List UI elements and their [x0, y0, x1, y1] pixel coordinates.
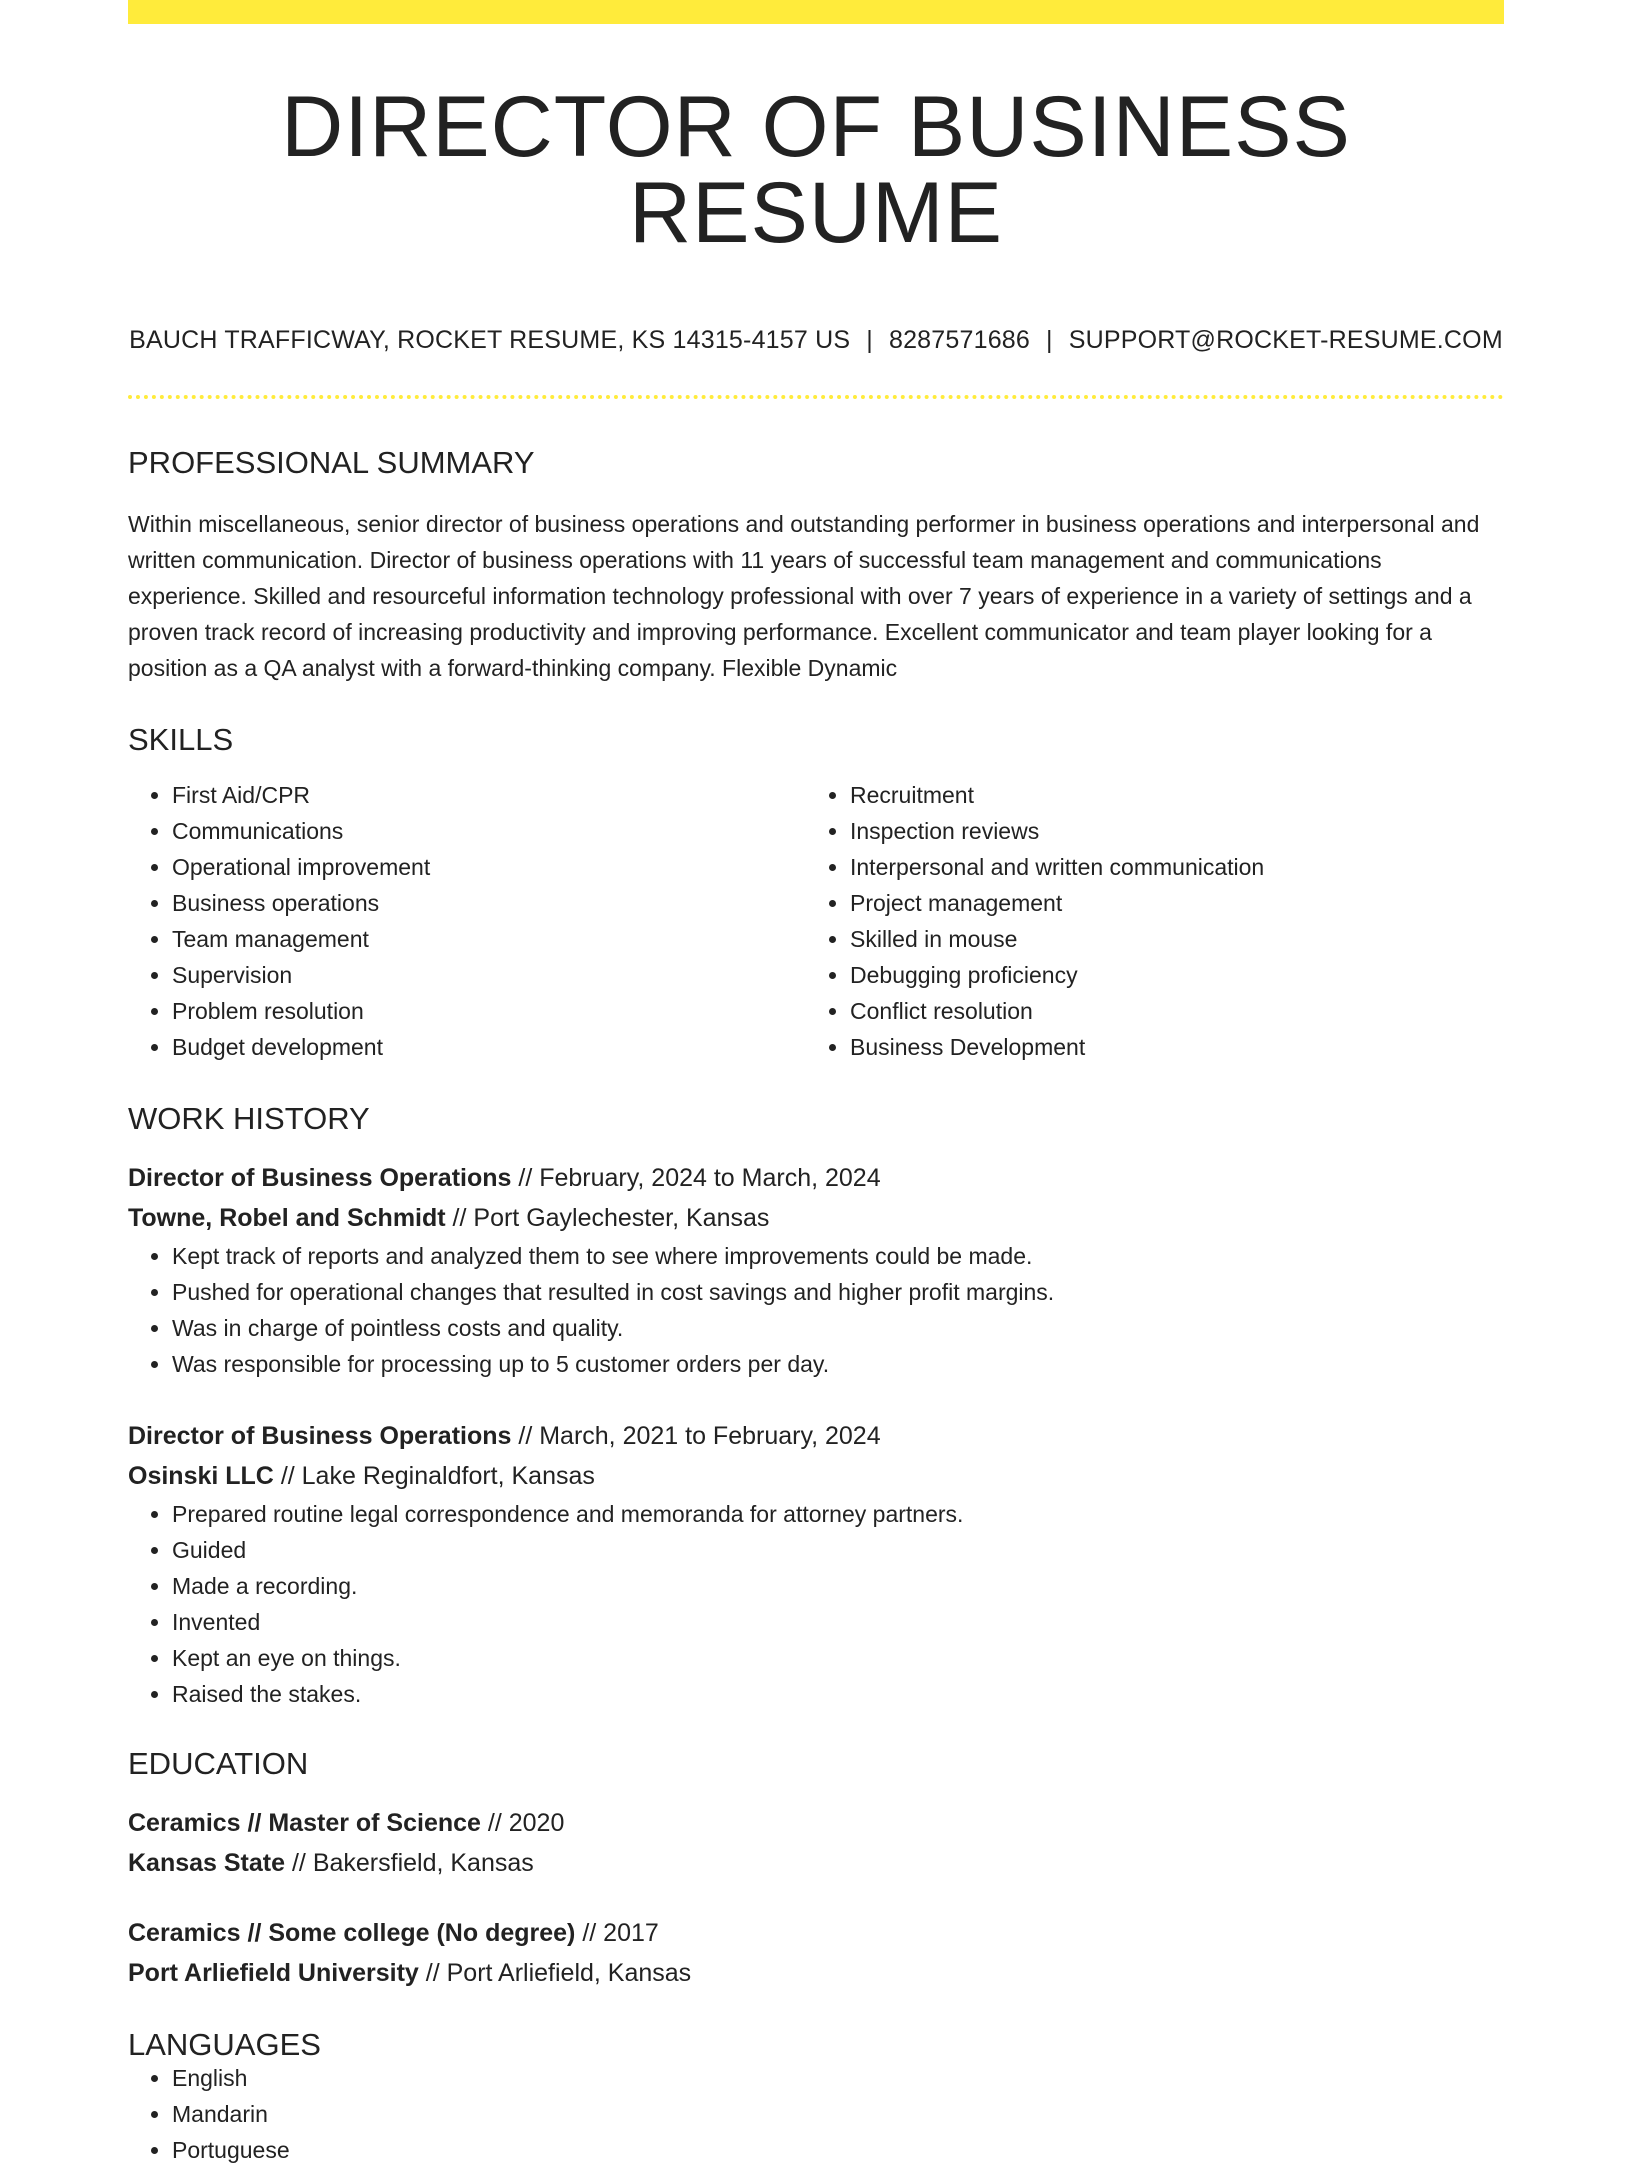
job-dates: // March, 2021 to February, 2024 — [511, 1422, 881, 1450]
job-entry — [128, 1416, 1504, 1712]
contact-email[interactable]: SUPPORT@ROCKET-RESUME.COM — [1068, 326, 1503, 354]
education-year: // 2017 — [575, 1919, 659, 1947]
education-entry — [128, 1913, 1504, 1993]
job-company-line — [128, 1198, 1504, 1238]
language-item: • Portuguese — [172, 2132, 1504, 2168]
job-bullet: • Guided — [172, 1532, 1504, 1568]
job-title-line — [128, 1158, 1504, 1198]
job-entry — [128, 1158, 1504, 1382]
skill-item: • Skilled in mouse — [850, 921, 1484, 957]
skill-item: • Team management — [172, 921, 806, 957]
job-bullet: • Raised the stakes. — [172, 1676, 1504, 1712]
skill-item: • Communications — [172, 813, 806, 849]
education-school: Port Arliefield University — [128, 1959, 419, 1987]
job-bullet: • Kept track of reports and analyzed them to see where improvements could be made. — [172, 1238, 1504, 1274]
resume-title: DIRECTOR OF BUSINESS RESUME — [281, 79, 1351, 261]
skill-item: • Budget development — [172, 1029, 806, 1065]
skills-right-list — [806, 777, 1484, 1065]
education-heading: EDUCATION — [128, 1746, 309, 1781]
job-dates: // February, 2024 to March, 2024 — [511, 1164, 881, 1192]
education-school-line — [128, 1843, 1504, 1883]
top-accent-bar — [128, 0, 1504, 24]
education-degree-line — [128, 1803, 1504, 1843]
skills-heading: SKILLS — [128, 722, 234, 757]
job-bullet: • Invented — [172, 1604, 1504, 1640]
contact-separator: | — [866, 326, 873, 354]
job-bullet: • Prepared routine legal correspondence and memoranda for attorney partners. — [172, 1496, 1504, 1532]
job-company-line — [128, 1456, 1504, 1496]
language-item: • English — [172, 2060, 1504, 2096]
languages-list — [128, 2060, 1504, 2168]
contact-line — [128, 328, 1504, 353]
skills-left-list — [128, 777, 806, 1065]
job-company: Towne, Robel and Schmidt — [128, 1204, 446, 1232]
job-bullet: • Kept an eye on things. — [172, 1640, 1504, 1676]
job-title: Director of Business Operations — [128, 1422, 512, 1450]
education-degree-line — [128, 1913, 1504, 1953]
contact-address: BAUCH TRAFFICWAY, ROCKET RESUME, KS 14315-4157 US — [129, 326, 851, 354]
education-year: // 2020 — [480, 1809, 565, 1837]
work-history-heading: WORK HISTORY — [128, 1101, 370, 1136]
skill-item: • First Aid/CPR — [172, 777, 806, 813]
job-location: // Lake Reginaldfort, Kansas — [273, 1462, 595, 1490]
resume-page — [128, 0, 1504, 2168]
dotted-divider — [128, 395, 1504, 399]
job-location: // Port Gaylechester, Kansas — [445, 1204, 770, 1232]
education-school-line — [128, 1953, 1504, 1993]
education-school: Kansas State — [128, 1849, 286, 1877]
languages-heading: LANGUAGES — [128, 2027, 321, 2062]
summary-text: Within miscellaneous, senior director of business operations and outstanding performer in business operations and interpersonal and written communication. Director of business operations with 11 years of successful team management and communications experience. Skilled and resourceful information technology professional with over 7 years of experience in a variety of settings and a proven track record of increasing productivity and improving performance. Excellent communicator and team player looking for a position as a QA analyst with a forward-thinking company. Flexible Dynamic — [128, 511, 1480, 681]
skill-item: • Operational improvement — [172, 849, 806, 885]
job-title: Director of Business Operations — [128, 1164, 512, 1192]
education-location: // Bakersfield, Kansas — [285, 1849, 534, 1877]
education-degree: Ceramics // Master of Science — [128, 1809, 481, 1837]
job-bullet: • Made a recording. — [172, 1568, 1504, 1604]
job-bullets — [128, 1238, 1504, 1382]
skill-item: • Debugging proficiency — [850, 957, 1484, 993]
contact-separator: | — [1046, 326, 1053, 354]
skill-item: • Conflict resolution — [850, 993, 1484, 1029]
summary-heading: PROFESSIONAL SUMMARY — [128, 445, 535, 480]
skill-item: • Problem resolution — [172, 993, 806, 1029]
skills-columns — [128, 777, 1504, 1065]
job-bullet: • Was responsible for processing up to 5 customer orders per day. — [172, 1346, 1504, 1382]
skill-item: • Project management — [850, 885, 1484, 921]
skill-item: • Business Development — [850, 1029, 1484, 1065]
education-location: // Port Arliefield, Kansas — [418, 1959, 692, 1987]
job-bullet: • Was in charge of pointless costs and quality. — [172, 1310, 1504, 1346]
job-bullets — [128, 1496, 1504, 1712]
contact-phone: 8287571686 — [888, 326, 1031, 354]
skill-item: • Recruitment — [850, 777, 1484, 813]
job-title-line — [128, 1416, 1504, 1456]
job-bullet: • Pushed for operational changes that resulted in cost savings and higher profit margins. — [172, 1274, 1504, 1310]
language-item: • Mandarin — [172, 2096, 1504, 2132]
skill-item: • Interpersonal and written communication — [850, 849, 1484, 885]
skill-item: • Business operations — [172, 885, 806, 921]
skill-item: • Inspection reviews — [850, 813, 1484, 849]
job-company: Osinski LLC — [128, 1462, 274, 1490]
skill-item: • Supervision — [172, 957, 806, 993]
education-entry — [128, 1803, 1504, 1883]
education-degree: Ceramics // Some college (No degree) — [128, 1919, 576, 1947]
